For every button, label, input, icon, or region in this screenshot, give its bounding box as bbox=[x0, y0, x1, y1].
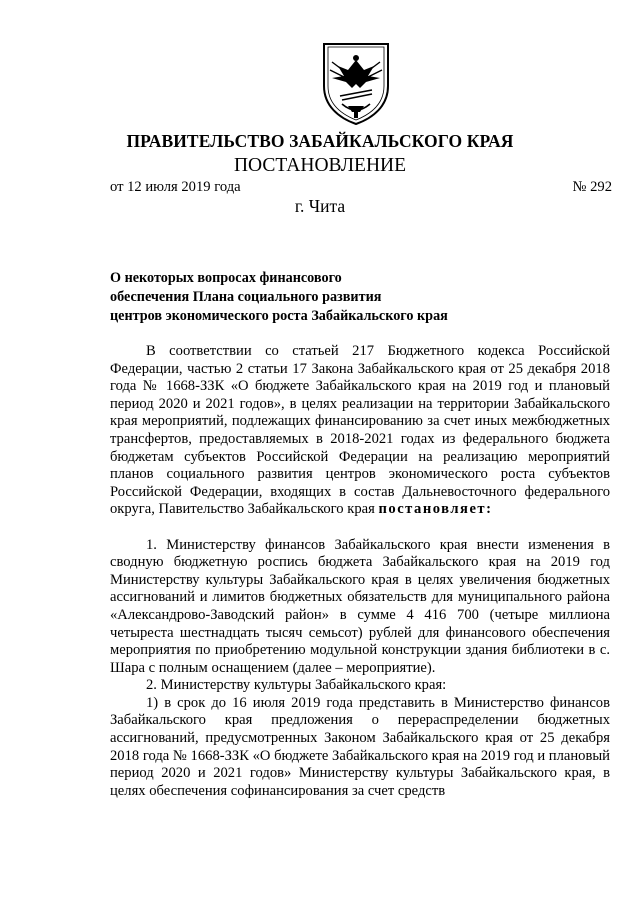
item-2-1-paragraph: 1) в срок до 16 июля 2019 года представить в Министерство финансов Забайкальского края предложения о перераспределении бюджетных ассигнований, предусмотренных Законом Забайкальского края от 25 декабря 2018 года № 1668-ЗЗК «О бюджете Забайкальского края на 2019 год и плановый период 2020 и 2021 годов» Министерству культуры Забайкальского края, в целях обеспечения софинансирования за счет средств bbox=[110, 694, 610, 799]
government-title: ПРАВИТЕЛЬСТВО ЗАБАЙКАЛЬСКОГО КРАЯ bbox=[126, 131, 514, 151]
document-date: от 12 июля 2019 года bbox=[110, 179, 241, 195]
coat-of-arms-emblem bbox=[318, 40, 394, 126]
heading-line: О некоторых вопросах финансового bbox=[110, 270, 342, 286]
document-body bbox=[110, 343, 610, 800]
document-city: г. Чита bbox=[294, 196, 346, 216]
document-type: ПОСТАНОВЛЕНИЕ bbox=[233, 155, 407, 176]
heading-line: центров экономического роста Забайкальского края bbox=[110, 308, 448, 324]
resolves-word: постановляет: bbox=[378, 501, 493, 518]
document-number: № 292 bbox=[572, 179, 612, 195]
document-heading bbox=[110, 269, 530, 326]
preamble-text: В соответствии со статьей 217 Бюджетного кодекса Российской Федерации, частью 2 статьи 17 Закона Забайкальского края от 25 декабря 2018 года № 1668-ЗЗК «О бюджете Забайкальского края на 2019 год и плановый период 2020 и 2021 годов», в целях реализации на территории Забайкальского края мероприятий, подлежащих финансированию за счет иных межбюджетных трансфертов, предоставляемых в 2018-2021 годах из федерального бюджета бюджетам субъектов Российской Федерации на реализацию мероприятий планов социального развития центров экономического роста субъектов Российской Федерации, входящих в состав Дальневосточного федерального округа, Павительство Забайкальского края bbox=[110, 343, 610, 518]
coat-of-arms-icon bbox=[318, 40, 394, 126]
preamble-paragraph bbox=[110, 343, 610, 519]
item-1-paragraph: 1. Министерству финансов Забайкальского края внести изменения в сводную бюджетную роспись бюджета Забайкальского края на 2019 год Министерству культуры Забайкальского края в целях увеличения бюджетных ассигнований и лимитов бюджетных обязательств для муниципального района «Александрово-Заводский район» в сумме 4 416 700 (четыре миллиона четыреста шестнадцать тысяч семьсот) рублей для финансового обеспечения мероприятия по приобретению модульной конструкции здания библиотеки в с. Шара с полным оснащением (далее – мероприятие). bbox=[110, 536, 610, 676]
heading-line: обеспечения Плана социального развития bbox=[110, 289, 382, 305]
item-2-paragraph: 2. Министерству культуры Забайкальского края: bbox=[146, 677, 447, 694]
